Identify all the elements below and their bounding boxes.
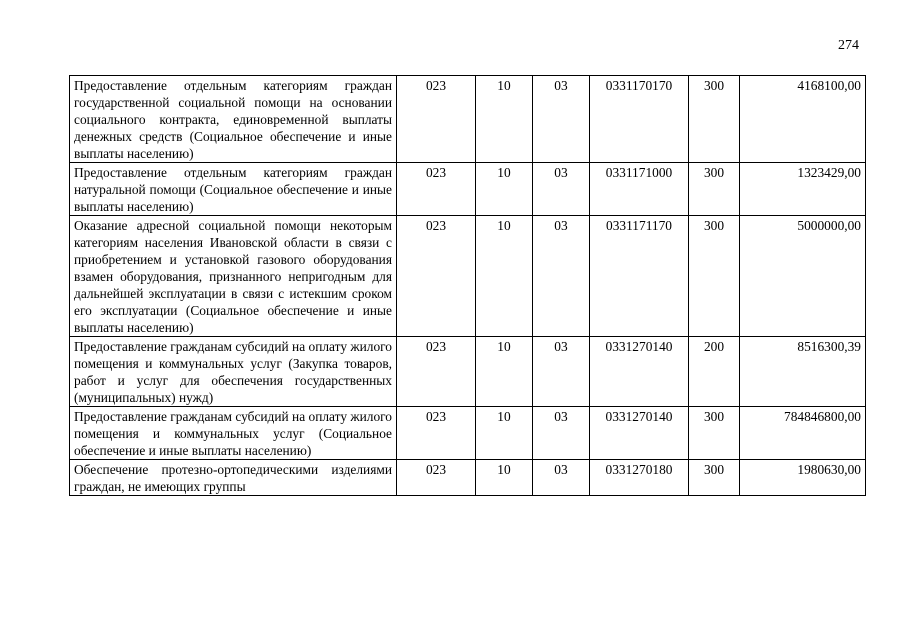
subsection-code: 03 [533,216,590,337]
subsection-code: 03 [533,163,590,216]
ministry-code: 023 [397,163,476,216]
row-description-text: Обеспечение протезно-ортопедическими изделиями граждан, не имеющих группы [74,462,392,494]
table-row [70,407,866,460]
expense-type-code: 300 [689,163,740,216]
table-row [70,76,866,163]
section-code: 10 [476,163,533,216]
ministry-code: 023 [397,76,476,163]
table-row [70,460,866,496]
section-code: 10 [476,460,533,496]
expense-type-code: 300 [689,216,740,337]
amount: 5000000,00 [740,216,866,337]
subsection-code: 03 [533,460,590,496]
subsection-code: 03 [533,407,590,460]
amount: 1980630,00 [740,460,866,496]
expense-type-code: 300 [689,76,740,163]
expense-type-code: 300 [689,460,740,496]
target-article-code: 0331171000 [590,163,689,216]
ministry-code: 023 [397,216,476,337]
ministry-code: 023 [397,407,476,460]
row-description: Предоставление гражданам субсидий на оплату жилого помещения и коммунальных услуг (Социальное обеспечение и иные выплаты населению) [70,407,397,460]
target-article-code: 0331270140 [590,407,689,460]
amount: 8516300,39 [740,337,866,407]
section-code: 10 [476,407,533,460]
table-row [70,337,866,407]
row-description: Предоставление отдельным категориям граждан натуральной помощи (Социальное обеспечение и иные выплаты населению) [70,163,397,216]
table-row [70,216,866,337]
row-description: Предоставление отдельным категориям граждан государственной социальной помощи на основании социального контракта, единовременной выплаты денежных средств (Социальное обеспечение и иные выплаты населению) [70,76,397,163]
ministry-code: 023 [397,337,476,407]
section-code: 10 [476,216,533,337]
budget-table [69,75,866,496]
table-row [70,163,866,216]
subsection-code: 03 [533,76,590,163]
expense-type-code: 300 [689,407,740,460]
amount: 1323429,00 [740,163,866,216]
section-code: 10 [476,76,533,163]
amount: 784846800,00 [740,407,866,460]
target-article-code: 0331270140 [590,337,689,407]
target-article-code: 0331170170 [590,76,689,163]
row-description: Предоставление гражданам субсидий на оплату жилого помещения и коммунальных услуг (Закупка товаров, работ и услуг для обеспечения государственных (муниципальных) нужд) [70,337,397,407]
row-description [70,460,397,496]
row-description: Оказание адресной социальной помощи некоторым категориям населения Ивановской области в связи с приобретением и установкой газового оборудования взамен оборудования, признанного непригодным для дальнейшей эксплуатации в связи с истекшим сроком его эксплуатации (Социальное обеспечение и иные выплаты населению) [70,216,397,337]
amount: 4168100,00 [740,76,866,163]
target-article-code: 0331171170 [590,216,689,337]
target-article-code: 0331270180 [590,460,689,496]
page-number: 274 [838,38,859,53]
subsection-code: 03 [533,337,590,407]
ministry-code: 023 [397,460,476,496]
section-code: 10 [476,337,533,407]
expense-type-code: 200 [689,337,740,407]
